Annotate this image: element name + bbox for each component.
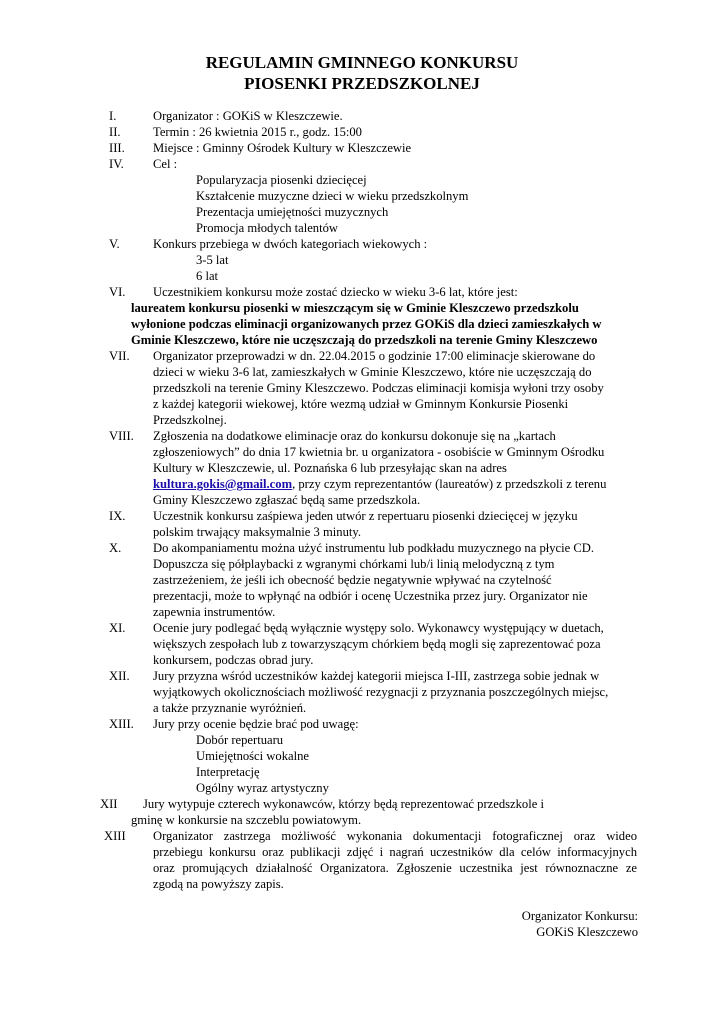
section-text: Jury przy ocenie będzie brać pod uwagę: bbox=[153, 717, 359, 731]
section-line: zgodą na powyższy zapis. bbox=[153, 877, 284, 891]
section-number: III. bbox=[109, 141, 125, 155]
section-number: V. bbox=[109, 237, 120, 251]
section-text: Miejsce : Gminny Ośrodek Kultury w Kleszczewie bbox=[153, 141, 412, 155]
section-number: IV. bbox=[109, 157, 124, 171]
document-title-line1: REGULAMIN GMINNEGO KONKURSU bbox=[205, 53, 519, 72]
list-item: Promocja młodych talentów bbox=[196, 221, 338, 235]
section-line bbox=[153, 477, 606, 492]
section-line: wyjątkowych okolicznościach możliwość rezygnacji z przyznania poszczególnych miejsc, bbox=[153, 685, 609, 699]
section-line: Jury wytypuje czterech wykonawców, którzy będą reprezentować przedszkole i bbox=[143, 797, 544, 811]
list-item: 3-5 lat bbox=[196, 253, 229, 267]
section-number: XIII bbox=[104, 829, 126, 843]
section-line: Uczestnik konkursu zaśpiewa jeden utwór z repertuaru piosenki dziecięcej w języku bbox=[153, 509, 578, 523]
section-line: Przedszkolnej. bbox=[153, 413, 227, 427]
section-line: gminę w konkursie na szczeblu powiatowym. bbox=[131, 813, 362, 827]
bold-line: Gminie Kleszczewo, które nie uczęszczają do przedszkoli na terenie Gminy Kleszczewo bbox=[131, 333, 598, 347]
section-text: Cel : bbox=[153, 157, 178, 171]
section-line: Organizator przeprowadzi w dn. 22.04.2015 o godzinie 17:00 eliminacje skierowane do bbox=[153, 349, 596, 363]
bold-line: laureatem konkursu piosenki w mieszczącym się w Gminie Kleszczewo przedszkolu bbox=[131, 301, 579, 315]
section-number: II. bbox=[109, 125, 121, 139]
list-item: Popularyzacja piosenki dziecięcej bbox=[196, 173, 367, 187]
list-item: 6 lat bbox=[196, 269, 219, 283]
section-line: Organizator zastrzega możliwość wykonania dokumentacji fotograficznej oraz wideo bbox=[153, 829, 637, 843]
section-number: VII. bbox=[109, 349, 130, 363]
section-number: IX. bbox=[109, 509, 126, 523]
section-number: VIII. bbox=[109, 429, 134, 443]
section-line: Dopuszcza się półplaybacki z wgranymi chórkami lub/i linią melodyczną z tym bbox=[153, 557, 555, 571]
section-line: a także przyznanie wyróżnień. bbox=[153, 701, 307, 715]
list-item: Prezentacja umiejętności muzycznych bbox=[196, 205, 389, 219]
section-line: przedszkoli na terenie Gminy Kleszczewo. Podczas eliminacji komisja wyłoni trzy osoby bbox=[153, 381, 604, 395]
section-number: XII. bbox=[109, 669, 130, 683]
section-text: Konkurs przebiega w dwóch kategoriach wiekowych : bbox=[153, 237, 428, 251]
section-number: XII bbox=[100, 797, 118, 811]
list-item: Kształcenie muzyczne dzieci w wieku przedszkolnym bbox=[196, 189, 469, 203]
section-line: konkursem, podczas obrad jury. bbox=[153, 653, 314, 667]
section-number: I. bbox=[109, 109, 117, 123]
email-link[interactable]: kultura.gokis@gmail.com bbox=[153, 477, 293, 491]
section-line: dzieci w wieku 3-6 lat, zamieszkałych w Gminie Kleszczewo, które nie uczęszczają do bbox=[153, 365, 592, 379]
section-text: Uczestnikiem konkursu może zostać dziecko w wieku 3-6 lat, które jest: bbox=[153, 285, 518, 299]
section-line-rest: , przy czym reprezentantów (laureatów) z przedszkoli z terenu bbox=[292, 477, 607, 491]
list-item: Ogólny wyraz artystyczny bbox=[196, 781, 329, 795]
section-line: z każdej kategorii wiekowej, które wezmą udział w Gminnym Konkursie Piosenki bbox=[153, 397, 569, 411]
section-line: Zgłoszenia na dodatkowe eliminacje oraz do konkursu dokonuje się na „kartach bbox=[153, 429, 556, 443]
section-line: oraz promujących działalność Organizatora. Zgłoszenie uczestnika jest równoznaczne ze bbox=[153, 861, 637, 875]
signature-org: GOKiS Kleszczewo bbox=[536, 925, 638, 939]
section-line: Do akompaniamentu można użyć instrumentu lub podkładu muzycznego na płycie CD. bbox=[153, 541, 595, 555]
section-number: XI. bbox=[109, 621, 126, 635]
section-text: Termin : 26 kwietnia 2015 r., godz. 15:00 bbox=[153, 125, 362, 139]
section-line: Gminy Kleszczewo zgłaszać będą same przedszkola. bbox=[153, 493, 421, 507]
signature-label: Organizator Konkursu: bbox=[521, 909, 638, 923]
section-line: prezentacji, może to wpłynąć na odbiór i ocenę Uczestnika przez jury. Organizator nie bbox=[153, 589, 588, 603]
document-title-line2: PIOSENKI PRZEDSZKOLNEJ bbox=[244, 74, 480, 93]
section-line: przebiegu konkursu oraz publikacji zdjęć i nagrań uczestników dla celów informacyjnych bbox=[153, 845, 637, 859]
bold-line: wyłonione podczas eliminacji organizowanych przez GOKiS dla dzieci zamieszkałych w bbox=[131, 317, 602, 331]
section-line: Ocenie jury podlegać będą wyłącznie występy solo. Wykonawcy występujący w duetach, bbox=[153, 621, 604, 635]
section-number: XIII. bbox=[109, 717, 134, 731]
section-line: zapewnia instrumentów. bbox=[153, 605, 276, 619]
list-item: Interpretację bbox=[196, 765, 260, 779]
section-line: większych zespołach lub z towarzyszącym chórkiem będą mogli się zaprezentować poza bbox=[153, 637, 601, 651]
list-item: Dobór repertuaru bbox=[196, 733, 284, 747]
section-line: zgłoszeniowych” do dnia 17 kwietnia br. u organizatora - osobiście w Gminnym Ośrodku bbox=[153, 445, 605, 459]
section-line: polskim trwający maksymalnie 3 minuty. bbox=[153, 525, 361, 539]
section-text: Organizator : GOKiS w Kleszczewie. bbox=[153, 109, 343, 123]
list-item: Umiejętności wokalne bbox=[196, 749, 309, 763]
section-number: X. bbox=[109, 541, 122, 555]
section-line: Kultury w Kleszczewie, ul. Poznańska 6 lub przesyłając skan na adres bbox=[153, 461, 507, 475]
section-number: VI. bbox=[109, 285, 126, 299]
section-line: zastrzeżeniem, że jeśli ich obecność będzie negatywnie wpływać na czytelność bbox=[153, 573, 552, 587]
section-line: Jury przyzna wśród uczestników każdej kategorii miejsca I-III, zastrzega sobie jednak w bbox=[153, 669, 600, 683]
